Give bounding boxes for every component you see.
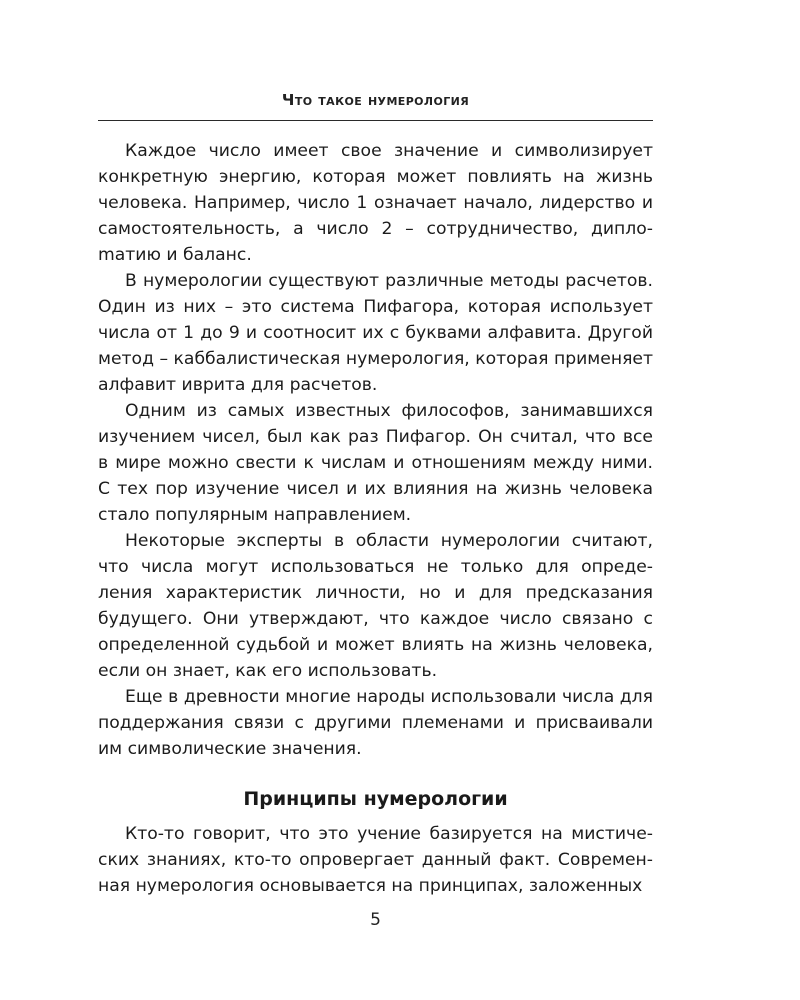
paragraph: Еще в древности многие народы использовали числа для поддержания связи с другими племенами и присваивали им символические значения. [98,687,653,759]
page-number: 5 [370,910,381,930]
section-heading: Принципы нумерологии [243,788,508,810]
running-head: Что такое нумерология [281,91,470,109]
paragraph: Некоторые эксперты в области нумерологии считают, что числа могут использоваться не только для определения характеристик личности, но и для предсказания будущего. Они утверждают, что каждое число связано с определенной судьбой и может влиять на жизнь человека, если он знает, как его использовать. [98,531,653,681]
paragraph: Кто-то говорит, что это учение базируется на мистических знаниях, кто-то опровергает данный факт. Современная нумерология основывается на принципах, заложенных [98,824,653,896]
paragraph: Одним из самых известных философов, занимавшихся изучением чисел, был как раз Пифагор. Он считал, что все в мире можно свести к числам и отношениям между ними. С тех пор изучение чисел и их влияния на жизнь человека стало популярным направлением. [98,401,653,525]
paragraph: В нумерологии существуют различные методы расчетов. Один из них – это система Пифагора, которая использует числа от 1 до 9 и соотносит их с буквами алфавита. Другой метод – каббалистическая нумерология, которая применяет алфавит иврита для расчетов. [98,271,653,395]
section-text [98,821,653,899]
body-text [98,138,653,762]
paragraph: Каждое число имеет свое значение и символизирует конкретную энергию, которая может повлиять на жизнь человека. Например, число 1 означает начало, лидерство и самостоятельность, а число 2 – сотрудничество, диплоmатию и баланс. [98,141,653,265]
header-rule [98,120,653,121]
